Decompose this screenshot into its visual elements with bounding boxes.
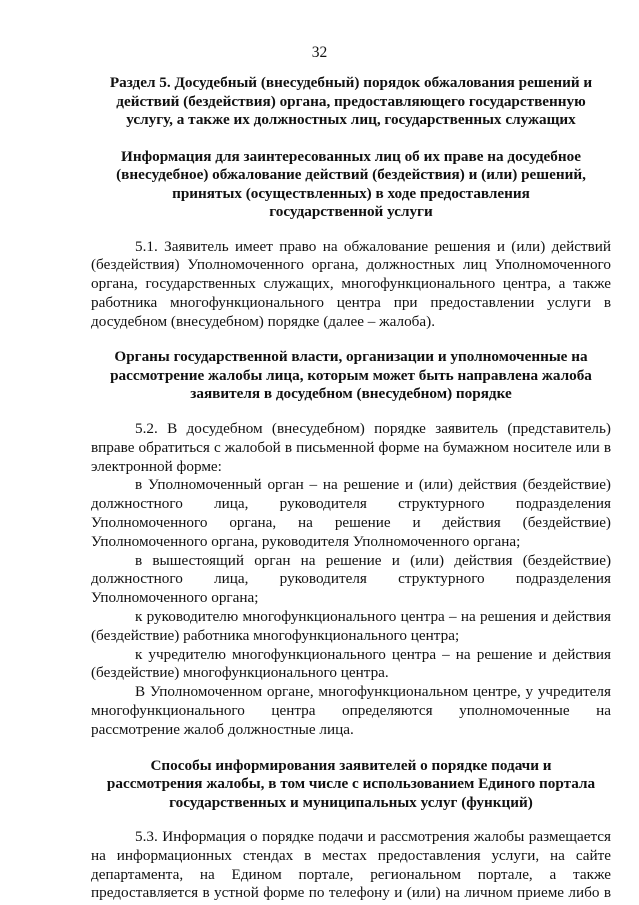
paragraph-line: В Уполномоченном органе, многофункциональном центре, у учредителя [135, 683, 611, 701]
section-heading-line: действий (бездействия) органа, предоставляющего государственную [116, 92, 586, 110]
info-heading-line: государственной услуги [269, 203, 433, 220]
paragraph-line: предоставляется в устной форме по телефону и (или) на личном приеме либо в [91, 884, 611, 902]
paragraph-line: должностного лица, руководителя структурного подразделения [91, 570, 611, 588]
methods-heading-line: государственных и муниципальных услуг (функций) [169, 793, 533, 811]
paragraph-line: вправе обратиться с жалобой в письменной форме на бумажном носителе или в [91, 438, 611, 456]
methods-heading-line: Способы информирования заявителей о порядке подачи и [150, 756, 552, 774]
paragraph-line: 5.3. Информация о порядке подачи и рассмотрения жалобы размещается [135, 828, 611, 846]
page-number: 32 [311, 44, 328, 61]
paragraph-line: (бездействия) Уполномоченного органа, должностных лиц Уполномоченного [91, 256, 611, 274]
page-content [91, 74, 611, 903]
info-heading-line: (внесудебное) обжалование действий (бездействия) и (или) решений, [116, 166, 586, 183]
methods-heading [91, 757, 611, 813]
section-heading-line: Раздел 5. Досудебный (внесудебный) порядок обжалования решений и [109, 74, 593, 91]
list-item [91, 683, 611, 739]
paragraph-line: 5.2. В досудебном (внесудебном) порядке заявитель (представитель) [135, 419, 611, 437]
paragraph-line: должностного лица, руководителя структурного подразделения [91, 495, 611, 513]
paragraph-line: в Уполномоченный орган – на решение и (или) действия (бездействие) [135, 476, 611, 494]
list-item [91, 552, 611, 608]
paragraph-line: 5.1. Заявитель имеет право на обжалование решения и (или) действий [135, 237, 611, 255]
paragraph-line: досудебном (внесудебном) порядке (далее – жалоба). [91, 312, 435, 330]
paragraph-line: департамента, на Едином портале, региональном портале, а также [91, 865, 611, 883]
paragraph-line: к учредителю многофункционального центра – на решение и действия [135, 645, 611, 663]
paragraph-line: на информационных стендах в местах предоставления услуги, на сайте [91, 846, 611, 864]
paragraph-5-1 [91, 238, 611, 332]
paragraph-line: работника многофункционального центра при предоставлении услуги в [91, 293, 611, 311]
paragraph-line: электронной форме: [91, 457, 222, 475]
paragraph-line: Уполномоченного органа, на решение и действия (бездействие) [91, 513, 611, 531]
paragraph-line: многофункционального центра определяются уполномоченные на [91, 701, 611, 719]
organs-heading [91, 348, 611, 404]
paragraph-line: к руководителю многофункционального центра – на решения и действия [135, 607, 611, 625]
paragraph-line: рассмотрение жалоб должностные лица. [91, 720, 354, 738]
list-item [91, 608, 611, 646]
organs-heading-line: Органы государственной власти, организации и уполномоченные на [114, 348, 588, 366]
section-heading-line: услугу, а также их должностных лиц, государственных служащих [126, 111, 576, 128]
paragraph-line: (бездействие) многофункционального центра. [91, 664, 389, 682]
paragraph-5-3 [91, 828, 611, 903]
info-heading [91, 148, 611, 222]
paragraph-5-2 [91, 420, 611, 476]
organs-heading-line: рассмотрение жалобы лица, которым может быть направлена жалоба [110, 366, 592, 384]
methods-heading-line: рассмотрения жалобы, в том числе с использованием Единого портала [106, 775, 596, 793]
list-item [91, 646, 611, 684]
section-heading [91, 74, 611, 130]
info-heading-line: Информация для заинтересованных лиц об их праве на досудебное [121, 147, 581, 165]
paragraph-line: Уполномоченного органа, руководителя Уполномоченного органа; [91, 532, 521, 550]
paragraph-line: органа, государственных служащих, многофункционального центра, а также [91, 275, 611, 293]
paragraph-line: Уполномоченного органа; [91, 589, 259, 607]
paragraph-line: (бездействие) работника многофункционального центра; [91, 626, 460, 644]
paragraph-line: в вышестоящий орган на решение и (или) действия (бездействие) [135, 551, 611, 569]
info-heading-line: принятых (осуществленных) в ходе предоставления [172, 184, 530, 202]
list-item [91, 476, 611, 551]
organs-heading-line: заявителя в досудебном (внесудебном) порядке [190, 385, 512, 403]
